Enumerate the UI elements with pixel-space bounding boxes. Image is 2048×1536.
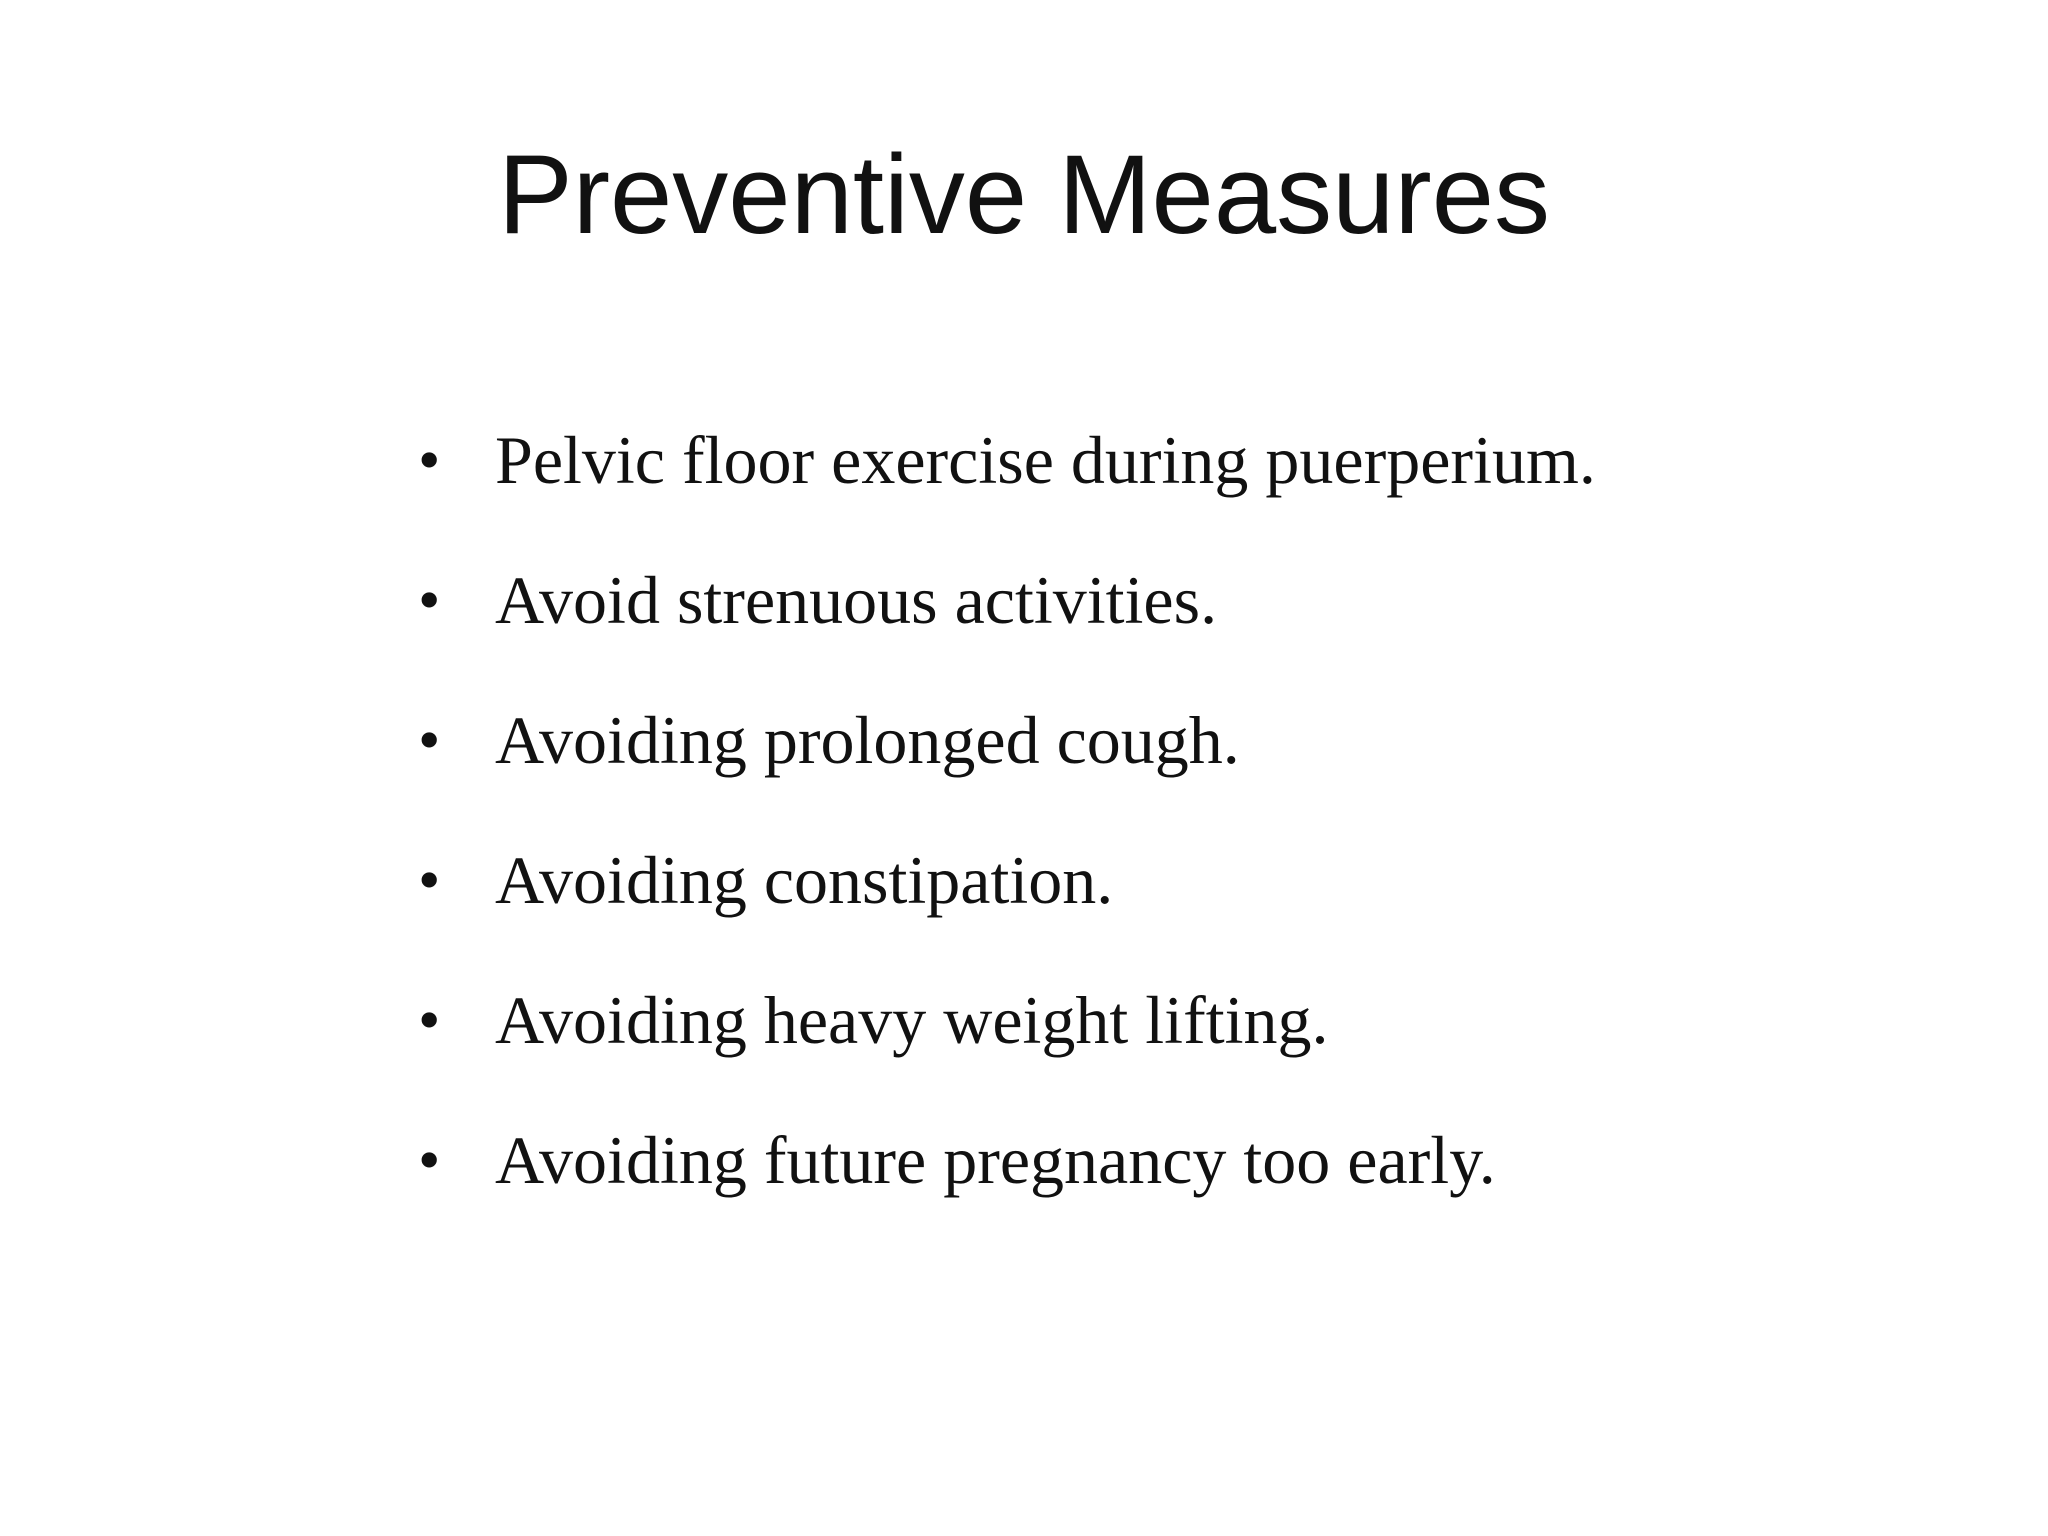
- bullet-icon: •: [418, 984, 441, 1055]
- slide-title: Preventive Measures: [497, 132, 1551, 257]
- list-item: [410, 700, 1810, 840]
- list-item: [410, 560, 1810, 700]
- bullet-icon: •: [418, 424, 441, 495]
- list-item-text: Avoiding constipation.: [495, 842, 1114, 918]
- list-item-text: Avoiding future pregnancy too early.: [495, 1122, 1496, 1198]
- list-item: [410, 1120, 1810, 1260]
- bullet-icon: •: [418, 844, 441, 915]
- list-item-text: Pelvic floor exercise during puerperium.: [495, 422, 1596, 498]
- list-item-text: Avoiding prolonged cough.: [495, 702, 1240, 778]
- bullet-icon: •: [418, 564, 441, 635]
- list-item-text: Avoiding heavy weight lifting.: [495, 982, 1329, 1058]
- bullet-icon: •: [418, 704, 441, 775]
- bullet-icon: •: [418, 1124, 441, 1195]
- list-item-text: Avoid strenuous activities.: [495, 562, 1218, 638]
- list-item: [410, 420, 1810, 560]
- list-item: [410, 840, 1810, 980]
- list-item: [410, 980, 1810, 1120]
- bullet-list: [410, 420, 1810, 1260]
